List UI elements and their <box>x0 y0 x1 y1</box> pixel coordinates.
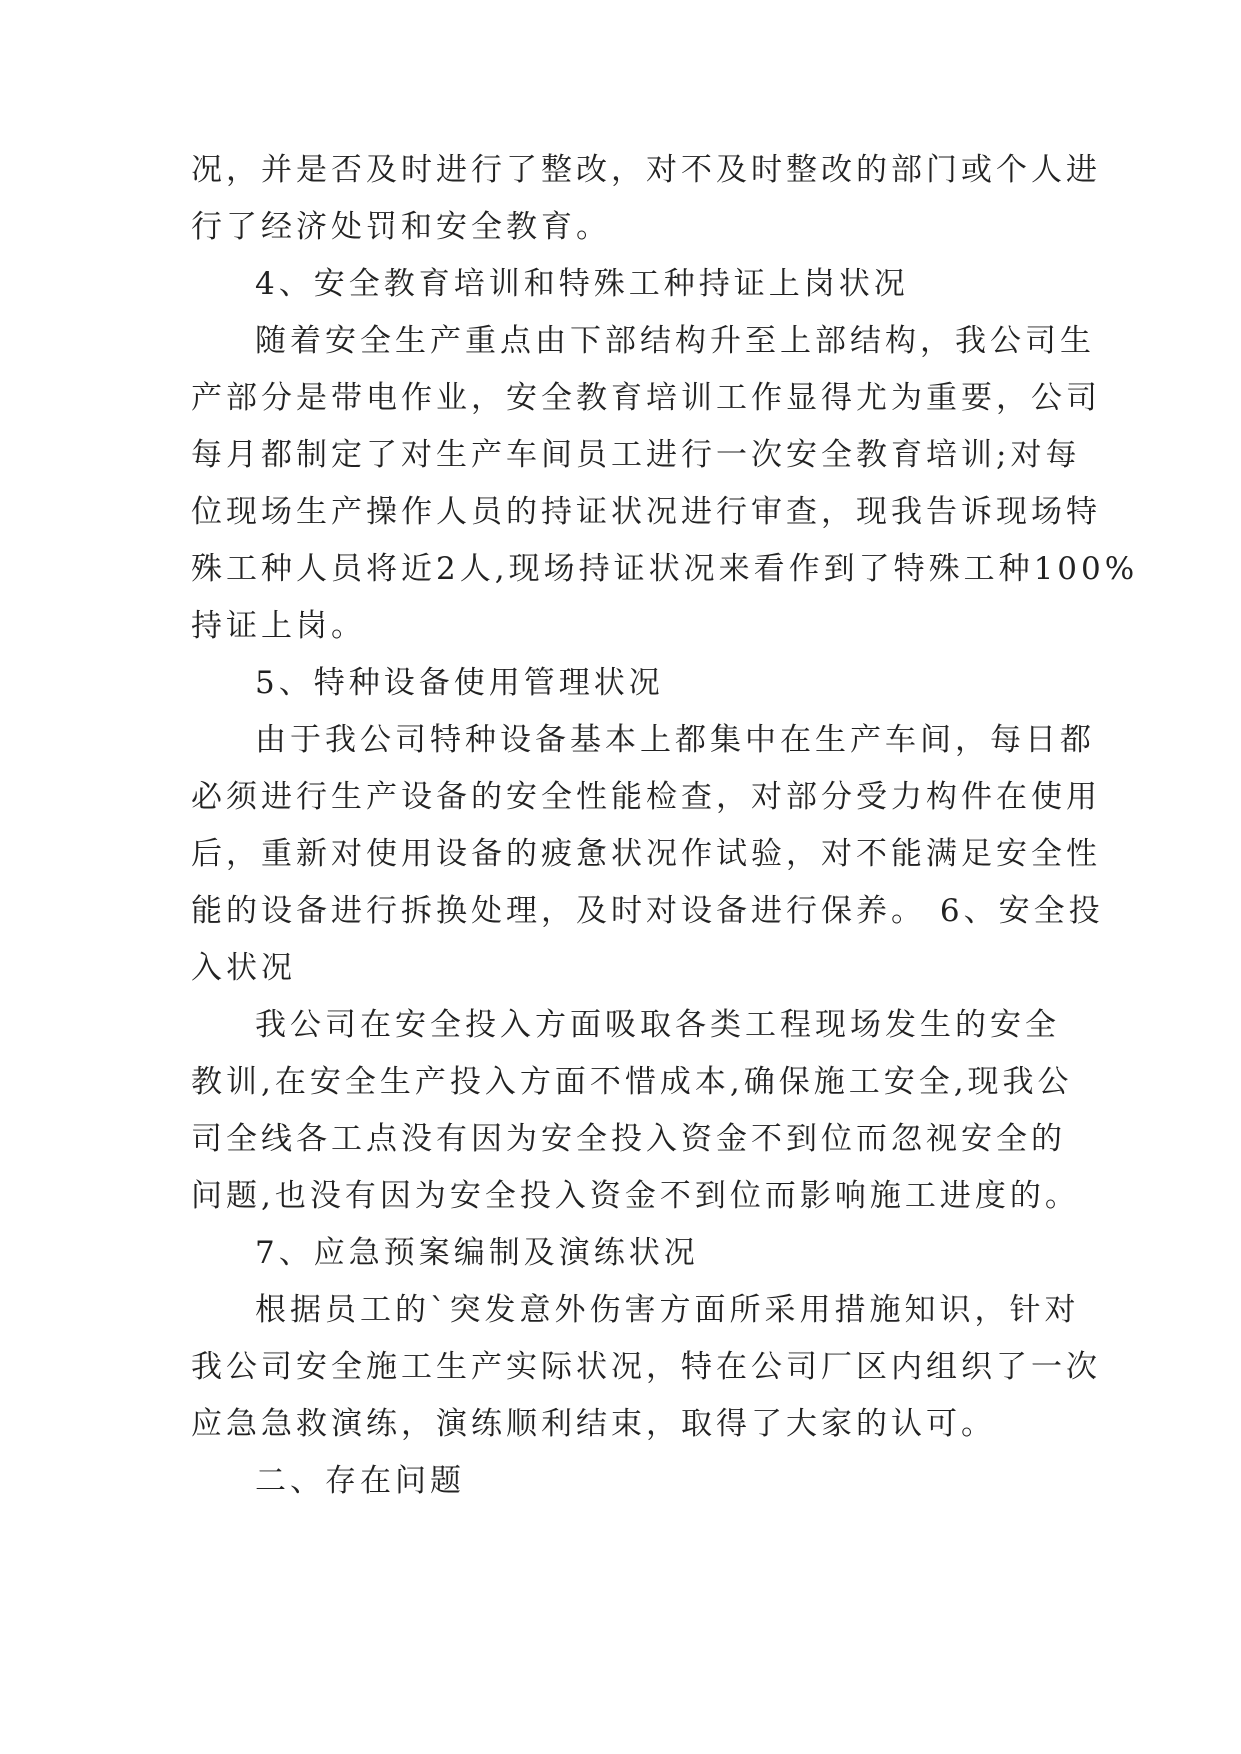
body-text-line: 入状况 <box>191 950 296 986</box>
body-text-line: 产部分是带电作业，安全教育培训工作显得尤为重要，公司 <box>191 380 1101 416</box>
section-heading: 7、应急预案编制及演练状况 <box>255 1235 699 1271</box>
body-text-line: 司全线各工点没有因为安全投入资金不到位而忽视安全的 <box>191 1121 1066 1157</box>
body-text-line: 后，重新对使用设备的疲惫状况作试验，对不能满足安全性 <box>191 836 1101 872</box>
body-text-line: 教训,在安全生产投入方面不惜成本,确保施工安全,现我公 <box>191 1064 1073 1100</box>
body-text-line: 我公司安全施工生产实际状况，特在公司厂区内组织了一次 <box>191 1349 1101 1385</box>
body-text-line: 由于我公司特种设备基本上都集中在生产车间，每日都 <box>255 722 1095 758</box>
section-heading: 二、存在问题 <box>255 1463 465 1499</box>
body-text-line: 持证上岗。 <box>191 608 366 644</box>
body-text-line: 问题,也没有因为安全投入资金不到位而影响施工进度的。 <box>191 1178 1080 1214</box>
body-text-line: 我公司在安全投入方面吸取各类工程现场发生的安全 <box>255 1007 1060 1043</box>
body-text-line: 必须进行生产设备的安全性能检查，对部分受力构件在使用 <box>191 779 1101 815</box>
body-text-line: 随着安全生产重点由下部结构升至上部结构，我公司生 <box>255 323 1095 359</box>
body-text-line: 能的设备进行拆换处理，及时对设备进行保养。 6、安全投 <box>191 893 1104 929</box>
section-heading: 5、特种设备使用管理状况 <box>255 665 664 701</box>
body-text-line: 根据员工的`突发意外伤害方面所采用措施知识，针对 <box>255 1292 1080 1328</box>
body-text-line: 每月都制定了对生产车间员工进行一次安全教育培训;对每 <box>191 437 1081 473</box>
body-text-line: 应急急救演练，演练顺利结束，取得了大家的认可。 <box>191 1406 996 1442</box>
body-text-line: 况，并是否及时进行了整改，对不及时整改的部门或个人进 <box>191 152 1101 188</box>
body-text-line: 行了经济处罚和安全教育。 <box>191 209 611 245</box>
body-text-line: 殊工种人员将近2人,现场持证状况来看作到了特殊工种100% <box>191 551 1139 587</box>
body-text-line: 位现场生产操作人员的持证状况进行审查，现我告诉现场特 <box>191 494 1101 530</box>
section-heading: 4、安全教育培训和特殊工种持证上岗状况 <box>255 266 909 302</box>
